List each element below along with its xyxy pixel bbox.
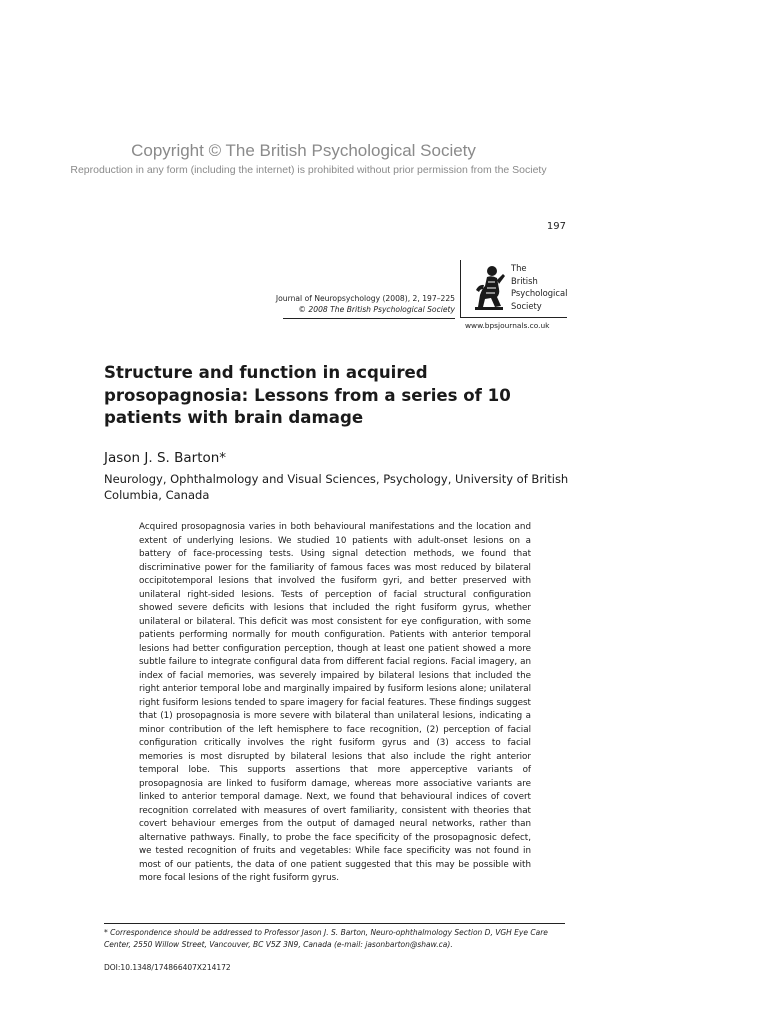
correspondence-footnote: * Correspondence should be addressed to Professor Jason J. S. Barton, Neuro-ophthalmology Section D, VGH Eye Care Center, 2550 Willow Street, Vancouver, BC V5Z 3N9, Canada (e-mail: jasonbarton@shaw.ca). — [104, 928, 548, 949]
abstract-text: Acquired prosopagnosia varies in both behavioural manifestations and the location and extent of underlying lesions. We studied 10 patients with adult-onset lesions on a battery of face-processing tests. Using signal detection methods, we found that discriminative power for the familiarity of famous faces was most reduced by bilateral occipitotemporal lesions that involved the fusiform gyri, and better preserved with unilateral right-sided lesions. Tests of perception of facial structural configuration showed severe deficits with lesions that included the right fusiform gyrus, whether unilateral or bilateral. This deficit was most consistent for eye configuration, with some patients performing normally for mouth configuration. Patients with anterior temporal lesions had better configuration perception, though at least one patient showed a more subtle failure to integrate configural data from different facial regions. Facial imagery, an index of facial memories, was severely impaired by bilateral lesions that included the right anterior temporal lobe and marginally impaired by fusiform lesions alone; unilateral right fusiform lesions tended to spare imagery for facial features. These findings suggest that (1) prosopagnosia is more severe with bilateral than unilateral lesions, indicating a minor contribution of the left hemisphere to face recognition, (2) perception of facial configuration critically involves the right fusiform gyrus and (3) access to facial memories is most disrupted by bilateral lesions that also include the right anterior temporal lobe. This supports assertions that more apperceptive variants of prosopagnosia are linked to fusiform damage, whereas more associative variants are linked to anterior temporal damage. Next, we found that behavioural indices of covert recognition correlated with measures of overt familiarity, consistent with theories that covert behaviour emerges from the output of damaged neural networks, rather than alternative pathways. Finally, to probe the face specificity of the prosopagnosic defect, we tested recognition of fruits and vegetables: While face specificity was not found in most of our patients, the data of one patient suggested that this may be possible with more focal lesions of the right fusiform gyrus. — [139, 522, 531, 883]
author-affiliation: Neurology, Ophthalmology and Visual Sciences, Psychology, University of British Columbia, Canada — [104, 472, 569, 502]
publisher-url: www.bpsjournals.co.uk — [465, 321, 550, 330]
doi: DOI:10.1348/174866407X214172 — [104, 963, 231, 972]
page-number: 197 — [546, 221, 566, 232]
publisher-name — [511, 262, 573, 312]
journal-copyright: © 2008 The British Psychological Society — [298, 305, 455, 314]
copyright-notice: Reproduction in any form (including the internet) is prohibited without prior permission from the Society — [70, 164, 547, 176]
footnote-rule — [104, 923, 565, 924]
publisher-name-line: Psychological — [511, 288, 568, 298]
bps-seated-figure-logo-icon — [470, 262, 508, 312]
paper-title: Structure and function in acquired prosopagnosia: Lessons from a series of 10 patients with brain damage — [104, 363, 511, 427]
journal-citation: Journal of Neuropsychology (2008), 2, 197–225 — [275, 294, 455, 303]
logo-underline — [460, 317, 567, 318]
publisher-name-line: Society — [511, 300, 542, 311]
author-name: Jason J. S. Barton* — [104, 450, 227, 466]
logo-divider — [460, 260, 461, 317]
abstract — [139, 521, 531, 886]
publisher-name-line: British — [511, 275, 538, 286]
journal-rule — [283, 318, 455, 319]
publisher-name-line: The — [511, 263, 527, 273]
journal-citation-block — [250, 293, 455, 315]
copyright-title: Copyright © The British Psychological Society — [131, 141, 476, 160]
